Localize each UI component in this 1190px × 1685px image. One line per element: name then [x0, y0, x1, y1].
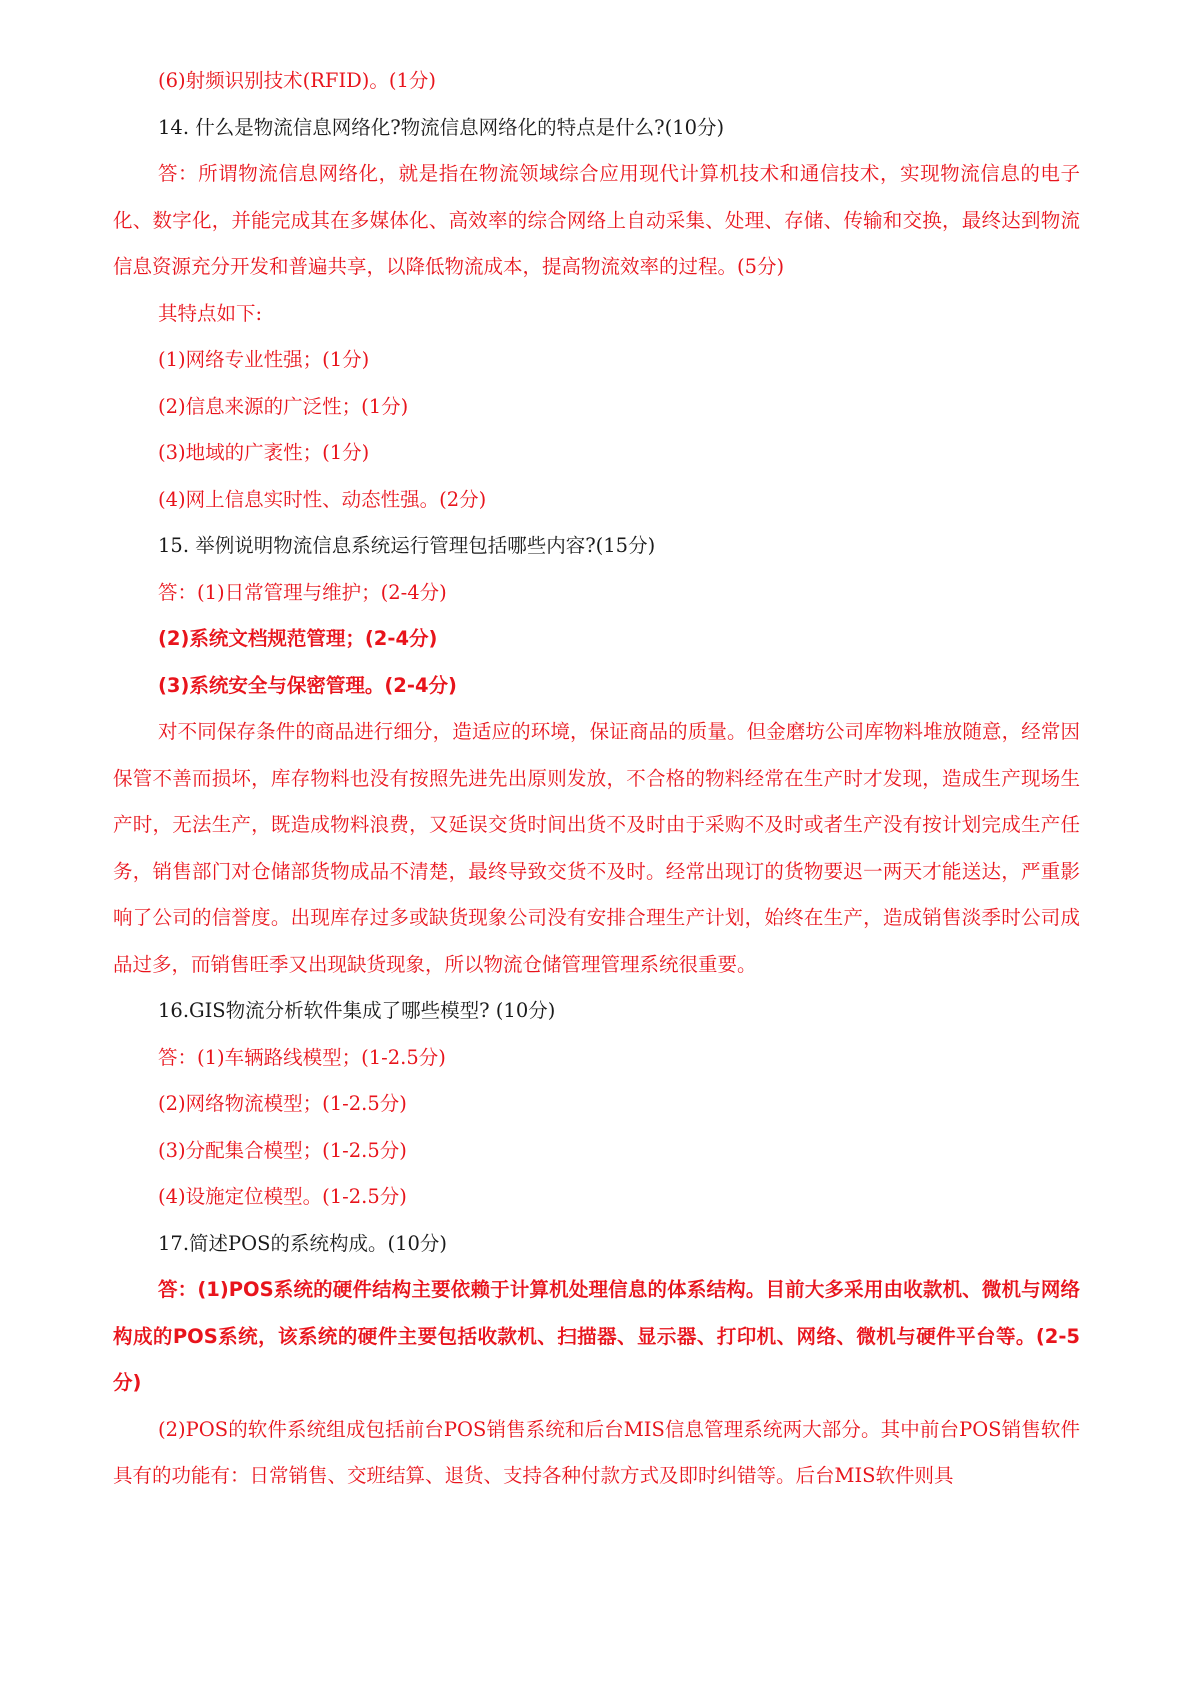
answer-item-6-rfid: (6)射频识别技术(RFID)。(1分): [158, 69, 437, 92]
answer-16-item-1: 答：(1)车辆路线模型；(1-2.5分): [158, 1045, 446, 1069]
question-15: 15. 举例说明物流信息系统运行管理包括哪些内容?(15分): [158, 534, 656, 557]
answer-16-item-3: (3)分配集合模型；(1-2.5分): [158, 1138, 407, 1162]
answer-17-hardware: 答：(1)POS系统的硬件结构主要依赖于计算机处理信息的体系结构。目前大多采用由收款机、微机与网络构成的POS系统，该系统的硬件主要包括收款机、扫描器、显示器、打印机、网络、微机与硬件平台等。(2-5分): [113, 1278, 1080, 1394]
answer-14-feature-3: (3)地域的广袤性；(1分): [158, 441, 370, 464]
question-17: 17.简述POS的系统构成。(10分): [158, 1231, 448, 1255]
answer-14-feature-1: (1)网络专业性强；(1分): [158, 348, 370, 371]
answer-17-software: (2)POS的软件系统组成包括前台POS销售系统和后台MIS信息管理系统两大部分。其中前台POS销售软件具有的功能有：日常销售、交班结算、退货、支持各种付款方式及即时纠错等。后台MIS软件则具: [113, 1417, 1080, 1487]
answer-16-item-2: (2)网络物流模型；(1-2.5分): [158, 1092, 407, 1115]
answer-15-example: 对不同保存条件的商品进行细分，造适应的环境，保证商品的质量。但金磨坊公司库物料堆放随意，经常因保管不善而损坏，库存物料也没有按照先进先出原则发放，不合格的物料经常在生产时才发现，造成生产现场生产时，无法生产，既造成物料浪费，又延误交货时间出货不及时由于采购不及时或者生产没有按计划完成生产任务，销售部门对仓储部货物成品不清楚，最终导致交货不及时。经常出现订的货物要迟一两天才能送达，严重影响了公司的信誉度。出现库存过多或缺货现象公司没有安排合理生产计划，始终在生产，造成销售淡季时公司成品过多，而销售旺季又出现缺货现象，所以物流仓储管理管理系统很重要。: [113, 720, 1080, 976]
answer-15-item-3: (3)系统安全与保密管理。(2-4分): [158, 673, 457, 697]
answer-14-definition: 答：所谓物流信息网络化，就是指在物流领域综合应用现代计算机技术和通信技术，实现物流信息的电子化、数字化，并能完成其在多媒体化、高效率的综合网络上自动采集、处理、存储、传输和交换，最终达到物流信息资源充分开发和普遍共享，以降低物流成本，提高物流效率的过程。(5分): [113, 162, 1080, 278]
answer-14-features-heading: 其特点如下:: [158, 301, 263, 325]
question-14: 14. 什么是物流信息网络化?物流信息网络化的特点是什么?(10分): [158, 115, 725, 139]
answer-16-item-4: (4)设施定位模型。(1-2.5分): [158, 1185, 407, 1208]
answer-15-item-2: (2)系统文档规范管理；(2-4分): [158, 627, 438, 650]
answer-15-item-1: 答：(1)日常管理与维护；(2-4分): [158, 580, 447, 604]
answer-14-feature-4: (4)网上信息实时性、动态性强。(2分): [158, 487, 487, 511]
answer-14-feature-2: (2)信息来源的广泛性；(1分): [158, 394, 409, 418]
question-16: 16.GIS物流分析软件集成了哪些模型? (10分): [158, 999, 556, 1022]
